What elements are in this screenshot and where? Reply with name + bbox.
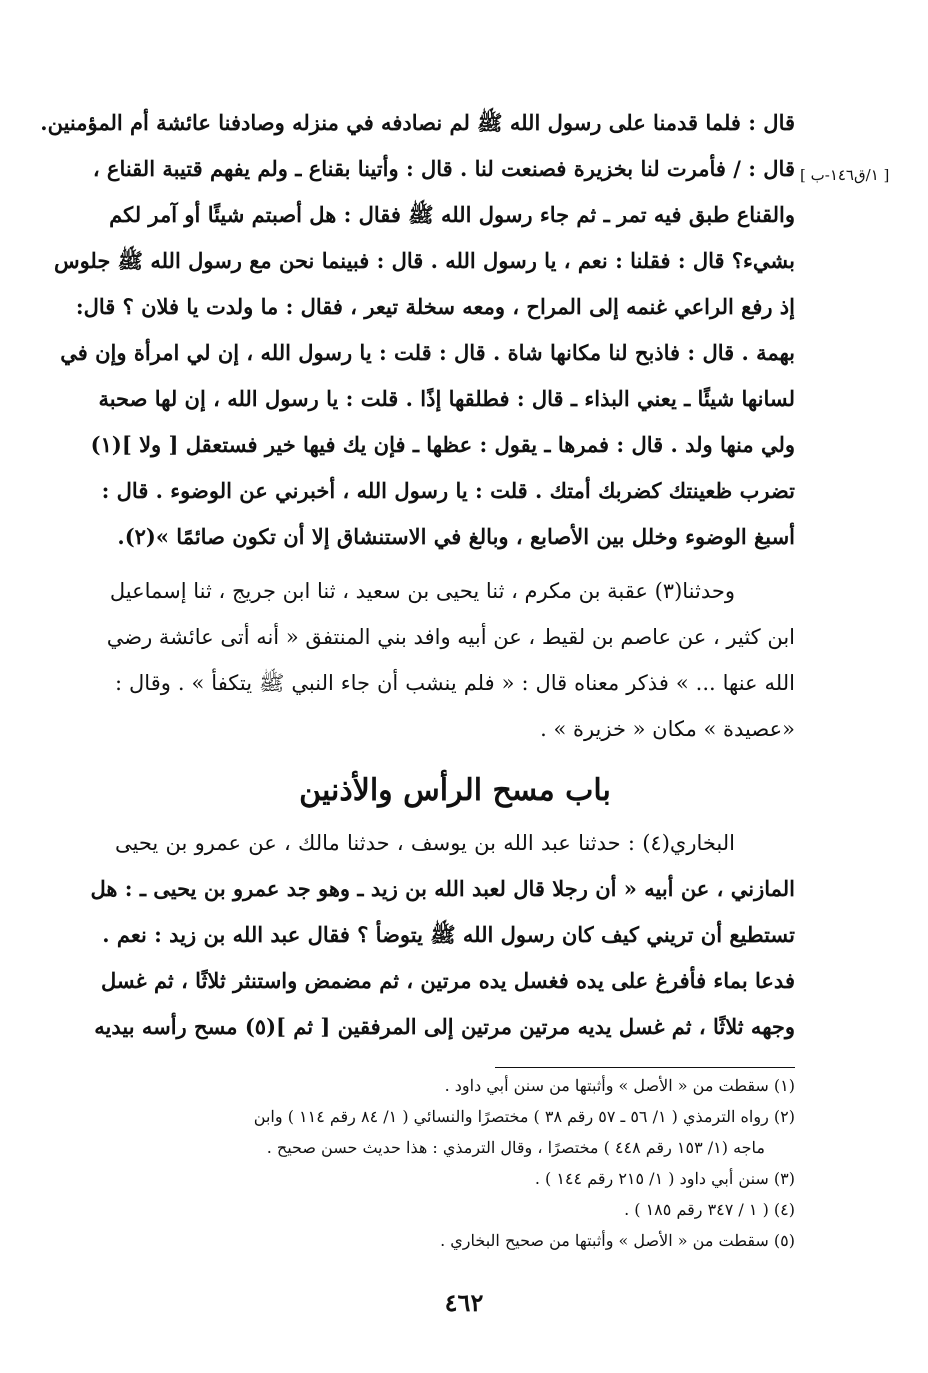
text-line: البخاري(٤) : حدثنا عبد الله بن يوسف ، حدثنا مالك ، عن عمرو بن يحيى bbox=[115, 831, 735, 855]
text-line: فدعا بماء فأفرغ على يده فغسل يده مرتين ، ثم مضمض واستنثر ثلاثًا ، ثم غسل bbox=[101, 968, 795, 993]
text-line: المازني ، عن أبيه « أن رجلا قال لعبد الله بن زيد ـ وهو جد عمرو بن يحيى ـ : هل bbox=[90, 876, 795, 901]
footnote: (٢) رواه الترمذي ( ١/ ٥٦ ـ ٥٧ رقم ٣٨ ) مختصرًا والنسائي ( ١/ ٨٤ رقم ١١٤ ) وابن bbox=[253, 1107, 795, 1126]
footnotes bbox=[70, 1070, 795, 1256]
text-line: أسبغ الوضوء وخلل بين الأصابع ، وبالغ في الاستنشاق إلا أن تكون صائمًا »(٢). bbox=[117, 524, 795, 549]
text-line: وحدثنا(٣) عقبة بن مكرم ، ثنا يحيى بن سعيد ، ثنا ابن جريج ، ثنا إسماعيل bbox=[109, 579, 735, 603]
text-line: بهمة . قال : فاذبح لنا مكانها شاة . قال : قلت : يا رسول الله ، إن لي امرأة وإن في bbox=[60, 340, 795, 365]
text-line: قال : / فأمرت لنا بخزيرة فصنعت لنا . قال : وأتينا بقناع ـ ولم يفهم قتيبة القناع ، bbox=[92, 156, 795, 181]
footnote: (٣) سنن أبي داود ( ١/ ٢١٥ رقم ١٤٤ ) . bbox=[534, 1169, 795, 1188]
text-line: قال : فلما قدمنا على رسول الله ﷺ لم نصادفه في منزله وصادفنا عائشة أم المؤمنين. bbox=[40, 110, 795, 135]
footnote: (٤) ( ١ / ٣٤٧ رقم ١٨٥ ) . bbox=[624, 1200, 795, 1219]
text-line: الله عنها ... » فذكر معناه قال : « فلم ينشب أن جاء النبي ﷺ يتكفأ » . وقال : bbox=[115, 671, 795, 695]
bukhari-paragraph bbox=[90, 820, 795, 1050]
footnote: (٥) سقطت من « الأصل » وأثبتها من صحيح البخاري . bbox=[440, 1231, 795, 1250]
text-line: لسانها شيئًا ـ يعني البذاء ـ قال : فطلقها إذًا . قلت : يا رسول الله ، إن لها صحبة bbox=[98, 386, 795, 411]
text-line: والقناع طبق فيه تمر ـ ثم جاء رسول الله ﷺ فقال : هل أصبتم شيئًا أو آمر لكم bbox=[109, 202, 795, 227]
text-line: «عصيدة » مكان « خزيرة » . bbox=[540, 717, 795, 741]
isnad-paragraph bbox=[106, 568, 795, 752]
footnote: (١) سقطت من « الأصل » وأثبتها من سنن أبي داود . bbox=[444, 1076, 795, 1095]
text-line: ابن كثير ، عن عاصم بن لقيط ، عن أبيه وافد بني المنتفق « أنه أتى عائشة رضي bbox=[106, 625, 795, 649]
footnote-continuation: ماجه (١/ ١٥٣ رقم ٤٤٨ ) مختصرًا ، وقال الترمذي : هذا حديث حسن صحيح . bbox=[266, 1138, 765, 1157]
hadith-text-main bbox=[40, 100, 795, 560]
text-line: ولي منها ولد . قال : فمرها ـ يقول : عظها ـ فإن يك فيها خير فستعقل [ ولا ](١) bbox=[90, 432, 795, 457]
text-line: وجهه ثلاثًا ، ثم غسل يديه مرتين مرتين إلى المرفقين [ ثم ](٥) مسح رأسه بيديه bbox=[94, 1014, 795, 1039]
chapter-heading: باب مسح الرأس والأذنين bbox=[299, 773, 611, 808]
text-line: إذ رفع الراعي غنمه إلى المراح ، ومعه سخلة تيعر ، فقال : ما ولدت يا فلان ؟ قال: bbox=[75, 294, 795, 319]
text-line: بشيء؟ قال : فقلنا : نعم ، يا رسول الله . قال : فبينما نحن مع رسول الله ﷺ جلوس bbox=[53, 248, 795, 273]
manuscript-folio-note: [ ١/ق١٤٦-ب ] bbox=[800, 166, 890, 184]
footnote-divider bbox=[495, 1067, 795, 1068]
page-number: ٤٦٢ bbox=[444, 1288, 484, 1317]
text-line: تضرب ظعينتك كضربك أمتك . قلت : يا رسول الله ، أخبرني عن الوضوء . قال : bbox=[101, 478, 795, 503]
text-line: تستطيع أن تريني كيف كان رسول الله ﷺ يتوضأ ؟ فقال عبد الله بن زيد : نعم . bbox=[102, 922, 795, 947]
